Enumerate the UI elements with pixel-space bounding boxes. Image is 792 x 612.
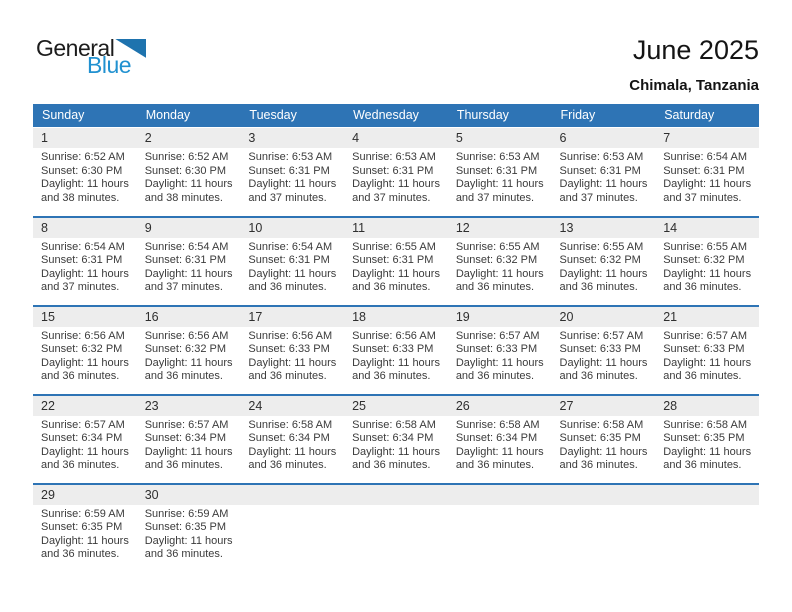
day-number: 10 bbox=[240, 218, 344, 238]
day-number: 17 bbox=[240, 307, 344, 327]
day-details bbox=[33, 148, 137, 205]
sunrise-text: Sunrise: 6:58 AM bbox=[559, 418, 644, 431]
daylight-text: Daylight: 11 hours and 37 minutes. bbox=[559, 178, 648, 204]
day-number: 3 bbox=[240, 128, 344, 148]
sunset-text: Sunset: 6:31 PM bbox=[248, 164, 330, 177]
sunrise-text: Sunrise: 6:57 AM bbox=[559, 329, 644, 342]
day-cell bbox=[552, 306, 656, 395]
daylight-text: Daylight: 11 hours and 36 minutes. bbox=[663, 445, 752, 471]
sunrise-text: Sunrise: 6:55 AM bbox=[455, 240, 540, 253]
day-number: 12 bbox=[448, 218, 552, 238]
sunset-text: Sunset: 6:31 PM bbox=[144, 254, 227, 266]
sunrise-text: Sunrise: 6:56 AM bbox=[144, 329, 229, 342]
day-details bbox=[552, 148, 656, 205]
day-details bbox=[448, 148, 552, 205]
day-details bbox=[137, 327, 241, 384]
day-details bbox=[344, 416, 448, 473]
day-number bbox=[448, 485, 552, 505]
daylight-text: Daylight: 11 hours and 36 minutes. bbox=[455, 356, 544, 382]
day-cell bbox=[655, 306, 759, 395]
sunset-text: Sunset: 6:35 PM bbox=[41, 521, 123, 533]
day-cell bbox=[344, 395, 448, 484]
day-number: 4 bbox=[344, 128, 448, 148]
day-number bbox=[344, 485, 448, 505]
day-cell bbox=[33, 306, 137, 395]
week-row bbox=[33, 395, 759, 484]
sunrise-text: Sunrise: 6:55 AM bbox=[559, 240, 644, 253]
sunset-text: Sunset: 6:34 PM bbox=[455, 432, 538, 444]
day-number: 21 bbox=[655, 307, 759, 327]
daylight-text: Daylight: 11 hours and 37 minutes. bbox=[144, 267, 233, 293]
weekday-header: Tuesday bbox=[240, 104, 344, 128]
day-number: 24 bbox=[240, 396, 344, 416]
day-details bbox=[448, 238, 552, 295]
day-details bbox=[137, 238, 241, 295]
day-cell bbox=[240, 306, 344, 395]
day-number: 9 bbox=[137, 218, 241, 238]
day-details bbox=[240, 238, 344, 295]
day-cell bbox=[552, 395, 656, 484]
sunset-text: Sunset: 6:31 PM bbox=[352, 254, 434, 266]
day-cell bbox=[137, 395, 241, 484]
day-cell bbox=[137, 484, 241, 569]
day-cell bbox=[552, 217, 656, 306]
sunset-text: Sunset: 6:32 PM bbox=[559, 254, 641, 266]
day-cell bbox=[137, 128, 241, 217]
weekday-header: Wednesday bbox=[344, 104, 448, 128]
daylight-text: Daylight: 11 hours and 36 minutes. bbox=[41, 356, 129, 382]
sunset-text: Sunset: 6:31 PM bbox=[248, 254, 330, 266]
logo-text-blue: Blue bbox=[87, 52, 132, 78]
day-number: 7 bbox=[655, 128, 759, 148]
sunrise-text: Sunrise: 6:53 AM bbox=[352, 151, 436, 163]
day-number: 26 bbox=[448, 396, 552, 416]
sunset-text: Sunset: 6:30 PM bbox=[144, 164, 227, 177]
weekday-header: Friday bbox=[552, 104, 656, 128]
day-details bbox=[448, 327, 552, 384]
sunset-text: Sunset: 6:32 PM bbox=[455, 254, 538, 266]
sunrise-text: Sunrise: 6:53 AM bbox=[559, 151, 644, 163]
sunrise-text: Sunrise: 6:55 AM bbox=[352, 240, 436, 253]
daylight-text: Daylight: 11 hours and 36 minutes. bbox=[663, 356, 752, 382]
day-number: 22 bbox=[33, 396, 137, 416]
daylight-text: Daylight: 11 hours and 36 minutes. bbox=[352, 445, 440, 471]
day-details bbox=[655, 238, 759, 295]
sunrise-text: Sunrise: 6:57 AM bbox=[455, 329, 540, 342]
daylight-text: Daylight: 11 hours and 37 minutes. bbox=[248, 178, 337, 204]
day-cell bbox=[344, 128, 448, 217]
sunrise-text: Sunrise: 6:57 AM bbox=[41, 418, 125, 431]
day-details bbox=[344, 148, 448, 205]
daylight-text: Daylight: 11 hours and 36 minutes. bbox=[248, 267, 337, 293]
sunset-text: Sunset: 6:34 PM bbox=[41, 432, 123, 444]
day-number: 20 bbox=[552, 307, 656, 327]
sunset-text: Sunset: 6:31 PM bbox=[352, 164, 434, 177]
day-number: 11 bbox=[344, 218, 448, 238]
sunrise-text: Sunrise: 6:56 AM bbox=[248, 329, 333, 342]
sunrise-text: Sunrise: 6:54 AM bbox=[248, 240, 333, 253]
day-cell bbox=[655, 128, 759, 217]
day-number: 30 bbox=[137, 485, 241, 505]
page-title: June 2025 bbox=[632, 35, 759, 65]
day-details bbox=[655, 148, 759, 205]
sunset-text: Sunset: 6:31 PM bbox=[559, 164, 641, 177]
daylight-text: Daylight: 11 hours and 36 minutes. bbox=[144, 534, 233, 560]
sunrise-text: Sunrise: 6:58 AM bbox=[352, 418, 436, 431]
day-cell bbox=[448, 395, 552, 484]
sunset-text: Sunset: 6:35 PM bbox=[663, 432, 745, 444]
daylight-text: Daylight: 11 hours and 36 minutes. bbox=[559, 267, 648, 293]
daylight-text: Daylight: 11 hours and 36 minutes. bbox=[455, 445, 544, 471]
daylight-text: Daylight: 11 hours and 36 minutes. bbox=[455, 267, 544, 293]
sunset-text: Sunset: 6:31 PM bbox=[41, 254, 123, 266]
empty-day-cell bbox=[655, 484, 759, 569]
weekday-header: Thursday bbox=[448, 104, 552, 128]
daylight-text: Daylight: 11 hours and 36 minutes. bbox=[144, 356, 233, 382]
day-number: 5 bbox=[448, 128, 552, 148]
daylight-text: Daylight: 11 hours and 36 minutes. bbox=[41, 534, 129, 560]
day-details bbox=[137, 148, 241, 205]
day-cell bbox=[448, 217, 552, 306]
weekday-header: Monday bbox=[137, 104, 241, 128]
day-number: 2 bbox=[137, 128, 241, 148]
daylight-text: Daylight: 11 hours and 36 minutes. bbox=[559, 445, 648, 471]
day-number: 13 bbox=[552, 218, 656, 238]
day-details bbox=[137, 505, 241, 562]
sunrise-text: Sunrise: 6:58 AM bbox=[248, 418, 333, 431]
week-row bbox=[33, 128, 759, 217]
day-number bbox=[655, 485, 759, 505]
daylight-text: Daylight: 11 hours and 37 minutes. bbox=[455, 178, 544, 204]
daylight-text: Daylight: 11 hours and 36 minutes. bbox=[144, 445, 233, 471]
day-cell bbox=[33, 128, 137, 217]
week-row bbox=[33, 484, 759, 569]
day-details bbox=[33, 416, 137, 473]
sunrise-text: Sunrise: 6:56 AM bbox=[352, 329, 436, 342]
day-cell bbox=[137, 217, 241, 306]
sunset-text: Sunset: 6:31 PM bbox=[455, 164, 538, 177]
sunrise-text: Sunrise: 6:59 AM bbox=[41, 507, 125, 520]
location-subtitle: Chimala, Tanzania bbox=[629, 77, 759, 94]
day-cell bbox=[448, 128, 552, 217]
day-number: 25 bbox=[344, 396, 448, 416]
day-cell bbox=[240, 128, 344, 217]
empty-day-cell bbox=[240, 484, 344, 569]
day-cell bbox=[33, 484, 137, 569]
daylight-text: Daylight: 11 hours and 38 minutes. bbox=[144, 178, 233, 204]
day-number: 28 bbox=[655, 396, 759, 416]
day-details bbox=[552, 416, 656, 473]
sunrise-text: Sunrise: 6:54 AM bbox=[41, 240, 125, 253]
day-number: 8 bbox=[33, 218, 137, 238]
day-details bbox=[33, 238, 137, 295]
day-details bbox=[552, 327, 656, 384]
sunset-text: Sunset: 6:34 PM bbox=[352, 432, 434, 444]
daylight-text: Daylight: 11 hours and 36 minutes. bbox=[248, 445, 337, 471]
sunrise-text: Sunrise: 6:57 AM bbox=[144, 418, 229, 431]
sunset-text: Sunset: 6:35 PM bbox=[559, 432, 641, 444]
sunset-text: Sunset: 6:32 PM bbox=[663, 254, 745, 266]
sunrise-text: Sunrise: 6:52 AM bbox=[41, 151, 125, 163]
sunset-text: Sunset: 6:33 PM bbox=[248, 343, 330, 355]
daylight-text: Daylight: 11 hours and 36 minutes. bbox=[352, 267, 440, 293]
sunset-text: Sunset: 6:34 PM bbox=[248, 432, 330, 444]
day-details bbox=[33, 505, 137, 562]
sunset-text: Sunset: 6:30 PM bbox=[41, 164, 123, 177]
daylight-text: Daylight: 11 hours and 37 minutes. bbox=[41, 267, 129, 293]
daylight-text: Daylight: 11 hours and 36 minutes. bbox=[248, 356, 337, 382]
daylight-text: Daylight: 11 hours and 36 minutes. bbox=[559, 356, 648, 382]
daylight-text: Daylight: 11 hours and 36 minutes. bbox=[663, 267, 752, 293]
weekday-header: Saturday bbox=[655, 104, 759, 128]
daylight-text: Daylight: 11 hours and 37 minutes. bbox=[352, 178, 440, 204]
sunrise-text: Sunrise: 6:54 AM bbox=[144, 240, 229, 253]
day-details bbox=[240, 416, 344, 473]
general-blue-logo bbox=[36, 37, 146, 77]
day-details bbox=[655, 327, 759, 384]
sunrise-text: Sunrise: 6:56 AM bbox=[41, 329, 125, 342]
sunrise-text: Sunrise: 6:53 AM bbox=[455, 151, 540, 163]
empty-day-cell bbox=[344, 484, 448, 569]
day-cell bbox=[552, 128, 656, 217]
day-number: 14 bbox=[655, 218, 759, 238]
logo-text-general: General bbox=[36, 35, 115, 61]
sunset-text: Sunset: 6:33 PM bbox=[455, 343, 538, 355]
day-number: 1 bbox=[33, 128, 137, 148]
sunrise-text: Sunrise: 6:59 AM bbox=[144, 507, 229, 520]
sunset-text: Sunset: 6:33 PM bbox=[559, 343, 641, 355]
empty-day-cell bbox=[552, 484, 656, 569]
day-cell bbox=[655, 395, 759, 484]
sunrise-text: Sunrise: 6:57 AM bbox=[663, 329, 747, 342]
day-number: 15 bbox=[33, 307, 137, 327]
weekday-header-row bbox=[33, 104, 759, 128]
day-cell bbox=[344, 306, 448, 395]
day-number: 16 bbox=[137, 307, 241, 327]
daylight-text: Daylight: 11 hours and 36 minutes. bbox=[352, 356, 440, 382]
day-number: 19 bbox=[448, 307, 552, 327]
day-cell bbox=[33, 217, 137, 306]
day-details bbox=[137, 416, 241, 473]
sunset-text: Sunset: 6:34 PM bbox=[144, 432, 227, 444]
day-cell bbox=[33, 395, 137, 484]
sunrise-text: Sunrise: 6:58 AM bbox=[455, 418, 540, 431]
day-number bbox=[552, 485, 656, 505]
week-row bbox=[33, 306, 759, 395]
sunrise-text: Sunrise: 6:55 AM bbox=[663, 240, 747, 253]
sunset-text: Sunset: 6:31 PM bbox=[663, 164, 745, 177]
day-cell bbox=[240, 217, 344, 306]
sunset-text: Sunset: 6:35 PM bbox=[144, 521, 227, 533]
day-cell bbox=[344, 217, 448, 306]
weekday-header: Sunday bbox=[33, 104, 137, 128]
empty-day-cell bbox=[448, 484, 552, 569]
day-cell bbox=[137, 306, 241, 395]
daylight-text: Daylight: 11 hours and 36 minutes. bbox=[41, 445, 129, 471]
day-details bbox=[552, 238, 656, 295]
day-cell bbox=[240, 395, 344, 484]
day-details bbox=[344, 238, 448, 295]
day-details bbox=[240, 327, 344, 384]
sunset-text: Sunset: 6:32 PM bbox=[144, 343, 227, 355]
day-details bbox=[344, 327, 448, 384]
day-details bbox=[33, 327, 137, 384]
calendar-table bbox=[33, 104, 759, 569]
sunset-text: Sunset: 6:33 PM bbox=[663, 343, 745, 355]
sunrise-text: Sunrise: 6:54 AM bbox=[663, 151, 747, 163]
daylight-text: Daylight: 11 hours and 37 minutes. bbox=[663, 178, 752, 204]
sunset-text: Sunset: 6:32 PM bbox=[41, 343, 123, 355]
day-number: 29 bbox=[33, 485, 137, 505]
day-details bbox=[240, 148, 344, 205]
day-details bbox=[448, 416, 552, 473]
sunset-text: Sunset: 6:33 PM bbox=[352, 343, 434, 355]
day-number: 6 bbox=[552, 128, 656, 148]
day-number: 23 bbox=[137, 396, 241, 416]
sunrise-text: Sunrise: 6:53 AM bbox=[248, 151, 333, 163]
day-details bbox=[655, 416, 759, 473]
week-row bbox=[33, 217, 759, 306]
sunrise-text: Sunrise: 6:52 AM bbox=[144, 151, 229, 163]
day-cell bbox=[655, 217, 759, 306]
sunrise-text: Sunrise: 6:58 AM bbox=[663, 418, 747, 431]
daylight-text: Daylight: 11 hours and 38 minutes. bbox=[41, 178, 129, 204]
day-number: 27 bbox=[552, 396, 656, 416]
day-cell bbox=[448, 306, 552, 395]
day-number bbox=[240, 485, 344, 505]
day-number: 18 bbox=[344, 307, 448, 327]
